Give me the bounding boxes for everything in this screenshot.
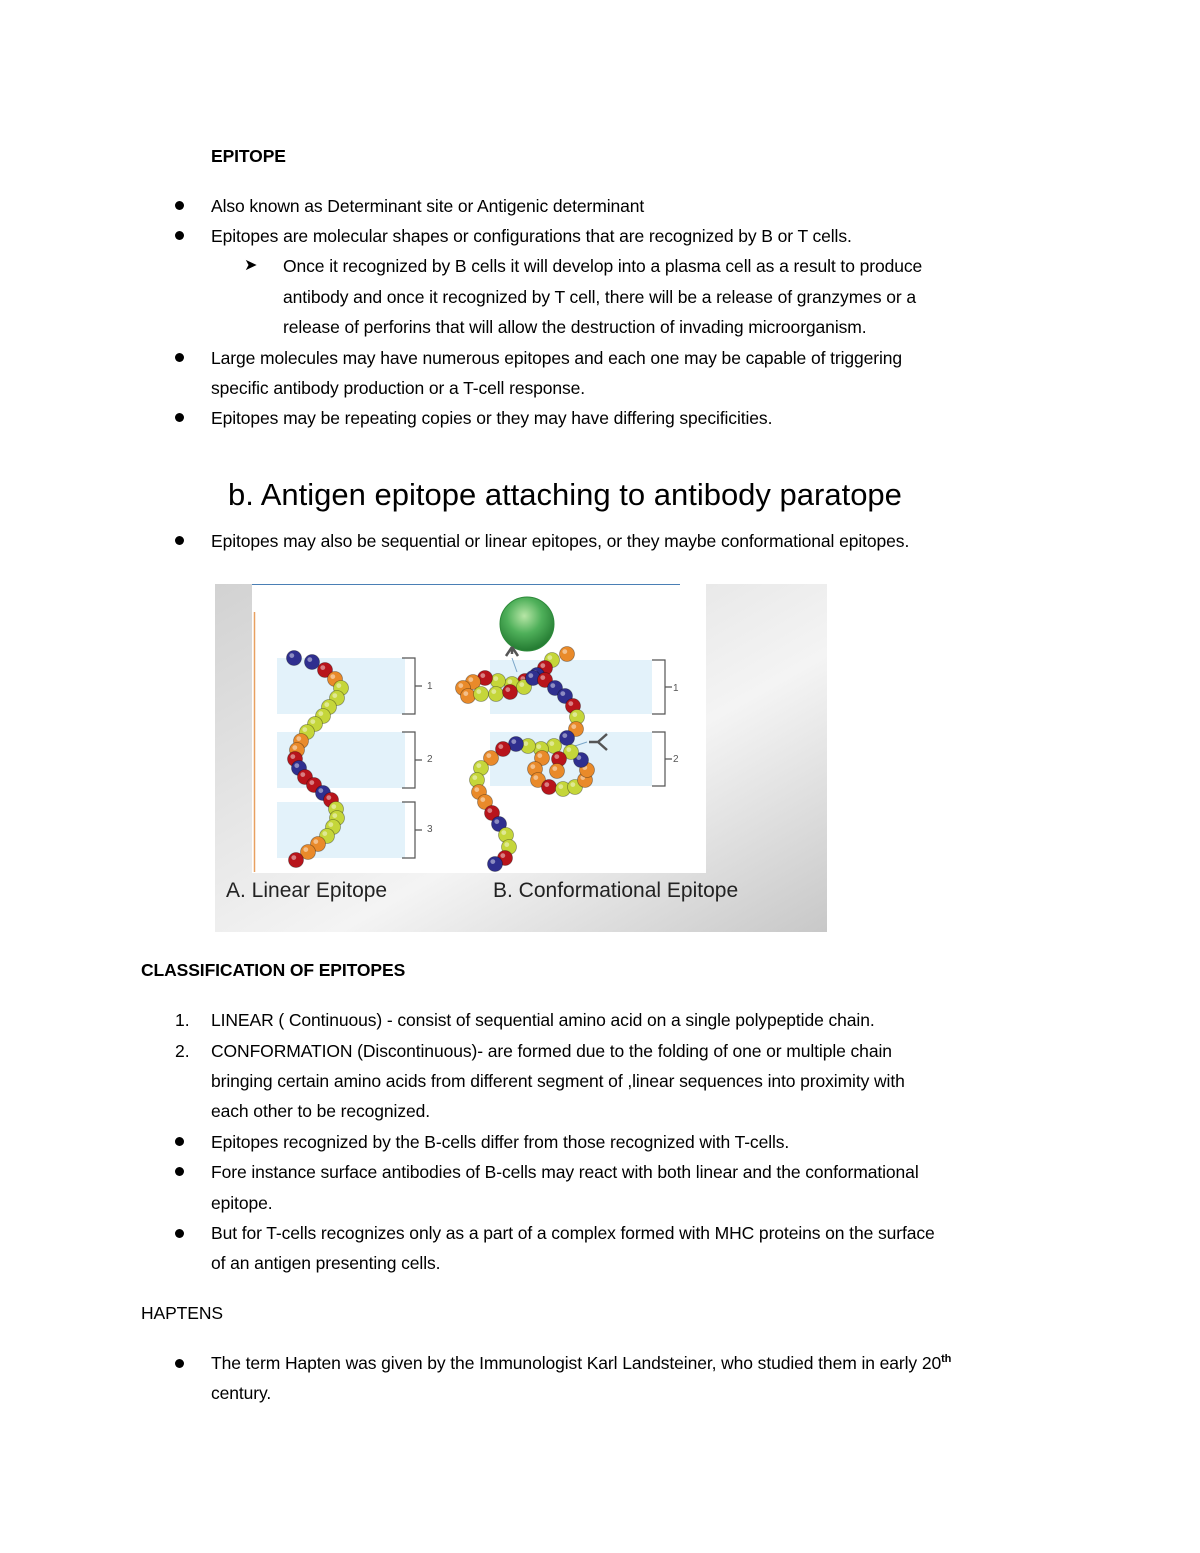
bead-highlight <box>294 763 299 768</box>
bead-highlight <box>498 744 503 749</box>
amino-acid-bead <box>560 731 575 746</box>
bead-highlight <box>318 711 323 716</box>
bead-highlight <box>547 655 552 660</box>
classification-bullet-3-line-1: But for T-cells recognizes only as a part of a complex formed with MHC proteins on the surface <box>211 1223 935 1243</box>
bead-highlight <box>332 693 337 698</box>
bullet-dot <box>175 1229 184 1238</box>
bead-highlight <box>313 839 318 844</box>
amino-acid-bead <box>474 687 489 702</box>
bead-highlight <box>511 739 516 744</box>
bead-highlight <box>307 657 312 662</box>
section-b-bullet: Epitopes may also be sequential or linear epitopes, or they maybe conformational epitopes. <box>211 531 910 551</box>
list-number: 1. <box>175 1010 190 1030</box>
bead-highlight <box>289 653 294 658</box>
arrow-bullet-icon: ➤ <box>244 257 258 274</box>
bead-highlight <box>491 689 496 694</box>
epitope-bullet-2: Epitopes are molecular shapes or configurations that are recognized by B or T cells. <box>211 226 852 246</box>
epitope-figure <box>215 584 827 932</box>
caption-linear-epitope: A. Linear Epitope <box>226 879 388 902</box>
bead-highlight <box>331 804 336 809</box>
amino-acid-bead <box>289 853 304 868</box>
bead-highlight <box>324 702 329 707</box>
bead-highlight <box>505 687 510 692</box>
bead-highlight <box>290 754 295 759</box>
bead-highlight <box>568 701 573 706</box>
bead-highlight <box>544 782 549 787</box>
bead-highlight <box>302 727 307 732</box>
bead-highlight <box>487 808 492 813</box>
bead-highlight <box>493 676 498 681</box>
bead-highlight <box>326 795 331 800</box>
amino-acid-bead <box>287 651 302 666</box>
bead-highlight <box>536 744 541 749</box>
epitope-sub-line-1: Once it recognized by B cells it will develop into a plasma cell as a result to produce <box>283 256 923 276</box>
bracket-label-right-1: 1 <box>673 683 679 694</box>
section-b-heading: b. Antigen epitope attaching to antibody paratope <box>228 477 902 512</box>
amino-acid-bead <box>542 780 557 795</box>
bullet-dot <box>175 1137 184 1146</box>
bead-highlight <box>500 853 505 858</box>
epitope-sub-line-2: antibody and once it recognized by T cell, there will be a release of granzymes or a <box>283 287 916 307</box>
bead-highlight <box>320 665 325 670</box>
bead-highlight <box>310 719 315 724</box>
bullet-dot <box>175 1167 184 1176</box>
classification-bullet-2-line-2: epitope. <box>211 1193 273 1213</box>
bullet-dot <box>175 353 184 362</box>
amino-acid-bead <box>491 674 506 689</box>
epitope-bullet-3-line-2: specific antibody production or a T-cell response. <box>211 378 586 398</box>
bead-highlight <box>552 766 557 771</box>
bead-highlight <box>533 775 538 780</box>
amino-acid-bead <box>461 689 476 704</box>
bullet-dot <box>175 1359 184 1368</box>
bead-highlight <box>486 753 491 758</box>
bead-highlight <box>476 763 481 768</box>
bead-highlight <box>330 674 335 679</box>
amino-acid-bead <box>489 687 504 702</box>
amino-acid-bead <box>560 647 575 662</box>
bead-highlight <box>309 780 314 785</box>
bead-highlight <box>501 830 506 835</box>
bead-highlight <box>519 682 524 687</box>
bead-highlight <box>300 772 305 777</box>
bead-highlight <box>468 677 473 682</box>
bead-highlight <box>507 679 512 684</box>
bead-highlight <box>336 683 341 688</box>
bead-highlight <box>528 673 533 678</box>
bead-highlight <box>562 733 567 738</box>
bead-highlight <box>472 775 477 780</box>
epitope-heading: EPITOPE <box>211 146 286 166</box>
haptens-bullet-line-1 <box>211 1348 951 1378</box>
bullet-dot <box>175 536 184 545</box>
haptens-heading: HAPTENS <box>141 1303 223 1323</box>
bead-highlight <box>504 842 509 847</box>
b-cell-icon <box>500 597 554 651</box>
classification-item-2-line-3: each other to be recognized. <box>211 1101 431 1121</box>
amino-acid-bead <box>503 685 518 700</box>
classification-bullet-1: Epitopes recognized by the B-cells differ from those recognized with T-cells. <box>211 1132 790 1152</box>
bead-highlight <box>292 745 297 750</box>
bead-highlight <box>328 822 333 827</box>
bracket-label-left-2: 2 <box>427 754 433 765</box>
amino-acid-bead <box>488 857 503 872</box>
amino-acid-bead <box>305 655 320 670</box>
epitope-bullet-1: Also known as Determinant site or Antigenic determinant <box>211 196 645 216</box>
bead-highlight <box>530 764 535 769</box>
classification-item-2-line-2: bringing certain amino acids from different segment of ,linear sequences into proximity with <box>211 1071 905 1091</box>
bead-highlight <box>571 724 576 729</box>
epitope-sub-line-3: release of perforins that will allow the destruction of invading microorganism. <box>283 317 867 337</box>
bead-highlight <box>490 859 495 864</box>
bead-highlight <box>540 675 545 680</box>
classification-item-1: LINEAR ( Continuous) - consist of sequential amino acid on a single polypeptide chain. <box>211 1010 875 1030</box>
haptens-bullet-line-2: century. <box>211 1383 272 1403</box>
bead-highlight <box>322 831 327 836</box>
bead-highlight <box>458 683 463 688</box>
bead-highlight <box>463 691 468 696</box>
bead-highlight <box>537 753 542 758</box>
bullet-dot <box>175 201 184 210</box>
bead-highlight <box>560 691 565 696</box>
bead-highlight <box>474 787 479 792</box>
bead-highlight <box>480 797 485 802</box>
haptens-text: The term Hapten was given by the Immunologist Karl Landsteiner, who studied them in early 20 <box>211 1353 942 1373</box>
bracket-label-left-1: 1 <box>427 681 433 692</box>
bead-highlight <box>570 782 575 787</box>
amino-acid-bead <box>550 764 565 779</box>
bead-highlight <box>566 747 571 752</box>
bead-highlight <box>303 847 308 852</box>
bead-highlight <box>291 855 296 860</box>
superscript-th: th <box>941 1353 952 1366</box>
bead-highlight <box>476 689 481 694</box>
bullet-dot <box>175 231 184 240</box>
bead-highlight <box>540 663 545 668</box>
classification-item-2-line-1: CONFORMATION (Discontinuous)- are formed due to the folding of one or multiple chain <box>211 1041 892 1061</box>
classification-bullet-2-line-1: Fore instance surface antibodies of B-cells may react with both linear and the conformational <box>211 1162 919 1182</box>
bead-highlight <box>572 712 577 717</box>
epitope-bullet-3-line-1: Large molecules may have numerous epitopes and each one may be capable of triggering <box>211 348 903 368</box>
bead-highlight <box>549 741 554 746</box>
caption-conformational-epitope: B. Conformational Epitope <box>493 879 739 902</box>
list-number: 2. <box>175 1041 190 1061</box>
bead-highlight <box>318 788 323 793</box>
bracket-label-right-2: 2 <box>673 754 679 765</box>
bead-highlight <box>332 813 337 818</box>
epitope-figure-svg <box>215 584 827 932</box>
bead-highlight <box>558 784 563 789</box>
bead-highlight <box>523 741 528 746</box>
bead-highlight <box>480 673 485 678</box>
bead-highlight <box>562 649 567 654</box>
bead-highlight <box>550 683 555 688</box>
bullet-dot <box>175 413 184 422</box>
bead-highlight <box>296 736 301 741</box>
classification-heading: CLASSIFICATION OF EPITOPES <box>141 960 406 980</box>
bracket-label-left-3: 3 <box>427 824 433 835</box>
bead-highlight <box>494 819 499 824</box>
bead-highlight <box>554 754 559 759</box>
epitope-bullet-4: Epitopes may be repeating copies or they may have differing specificities. <box>211 408 773 428</box>
classification-bullet-3-line-2: of an antigen presenting cells. <box>211 1253 441 1273</box>
